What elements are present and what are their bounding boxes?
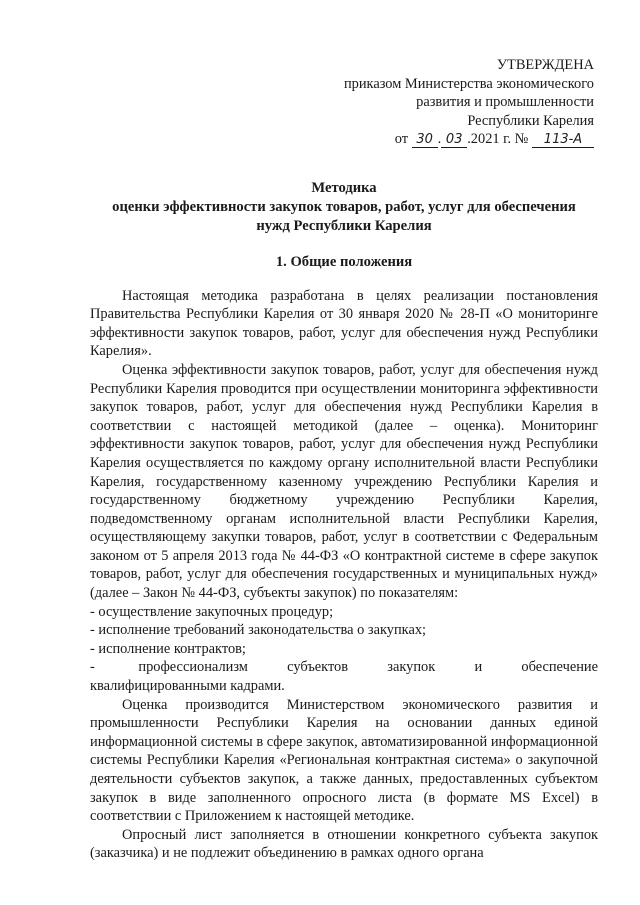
- indicator-list: [90, 603, 598, 696]
- title-line-3: нужд Республики Карелия: [256, 217, 432, 234]
- approval-date-line: [90, 130, 594, 149]
- list-item: - исполнение требований законодательства о закупках;: [90, 622, 427, 639]
- paragraph-4: Опросный лист заполняется в отношении конкретного субъекта закупок (заказчика) и не подлежит объединению в рамках одного органа: [90, 826, 598, 862]
- list-item: - осуществление закупочных процедур;: [90, 603, 334, 620]
- title-line-2: оценки эффективности закупок товаров, работ, услуг для обеспечения: [112, 198, 576, 215]
- paragraph-1: Настоящая методика разработана в целях реализации постановления Правительства Республики Карелия от 30 января 2020 № 28-П «О мониторинге эффективности закупок товаров, работ, услуг для обеспечения нужд Республики Карелия».: [90, 287, 598, 360]
- title-line-1: Методика: [311, 179, 377, 196]
- list-item: - профессионализм субъектов закупок и обеспечение: [90, 659, 598, 676]
- approval-line-1: приказом Министерства экономического: [343, 75, 594, 92]
- approval-heading: УТВЕРЖДЕНА: [496, 57, 594, 73]
- approval-block: [90, 56, 594, 149]
- date-year: .2021 г. №: [467, 131, 529, 148]
- approval-line-3: Республики Карелия: [467, 112, 594, 129]
- approval-line-2: развития и промышленности: [416, 94, 594, 111]
- section-heading: 1. Общие положения: [275, 253, 413, 270]
- paragraph-2: Оценка эффективности закупок товаров, работ, услуг для обеспечения нужд Республики Карелия проводится при осуществлении мониторинга эффективности закупок товаров, работ, услуг для обеспечения нужд Республики Карелия в соответствии с настоящей методикой (далее – оценка). Мониторинг эффективности закупок товаров, работ, услуг для обеспечения нужд Республики Карелия осуществляется по каждому органу исполнительной власти Республики Карелия, государственному казенному учреждению Республики Карелия и государственному бюджетному учреждению Республики Карелия, подведомственному органам исполнительной власти Республики Карелия, осуществляющему закупки товаров, работ, услуг в соответствии с Федеральным законом от 5 апреля 2013 года № 44-ФЗ «О контрактной системе в сфере закупок товаров, работ, услуг для обеспечения государственных и муниципальных нужд» (далее – Закон № 44-ФЗ, субъекты закупок) по показателям:: [90, 361, 598, 602]
- list-item: - исполнение контрактов;: [90, 640, 246, 657]
- paragraph-3: Оценка производится Министерством экономического развития и промышленности Республики Карелия на основании данных единой информационной системы в сфере закупок, автоматизированной информационной системы Республики Карелия «Региональная контрактная система» о закупочной деятельности субъектов закупок, а также данных, предоставленных субъектом закупок в виде заполненного опросного листа (в формате MS Excel) в соответствии с Приложением к настоящей методике.: [90, 696, 599, 825]
- date-separator: .: [437, 131, 442, 148]
- date-prefix: от: [394, 131, 408, 148]
- date-day: 30: [412, 133, 438, 148]
- document-title: [90, 179, 598, 236]
- list-item-continuation: квалифицированными кадрами.: [90, 678, 285, 695]
- date-month: 03: [441, 133, 467, 148]
- order-number: 113-А: [532, 133, 594, 148]
